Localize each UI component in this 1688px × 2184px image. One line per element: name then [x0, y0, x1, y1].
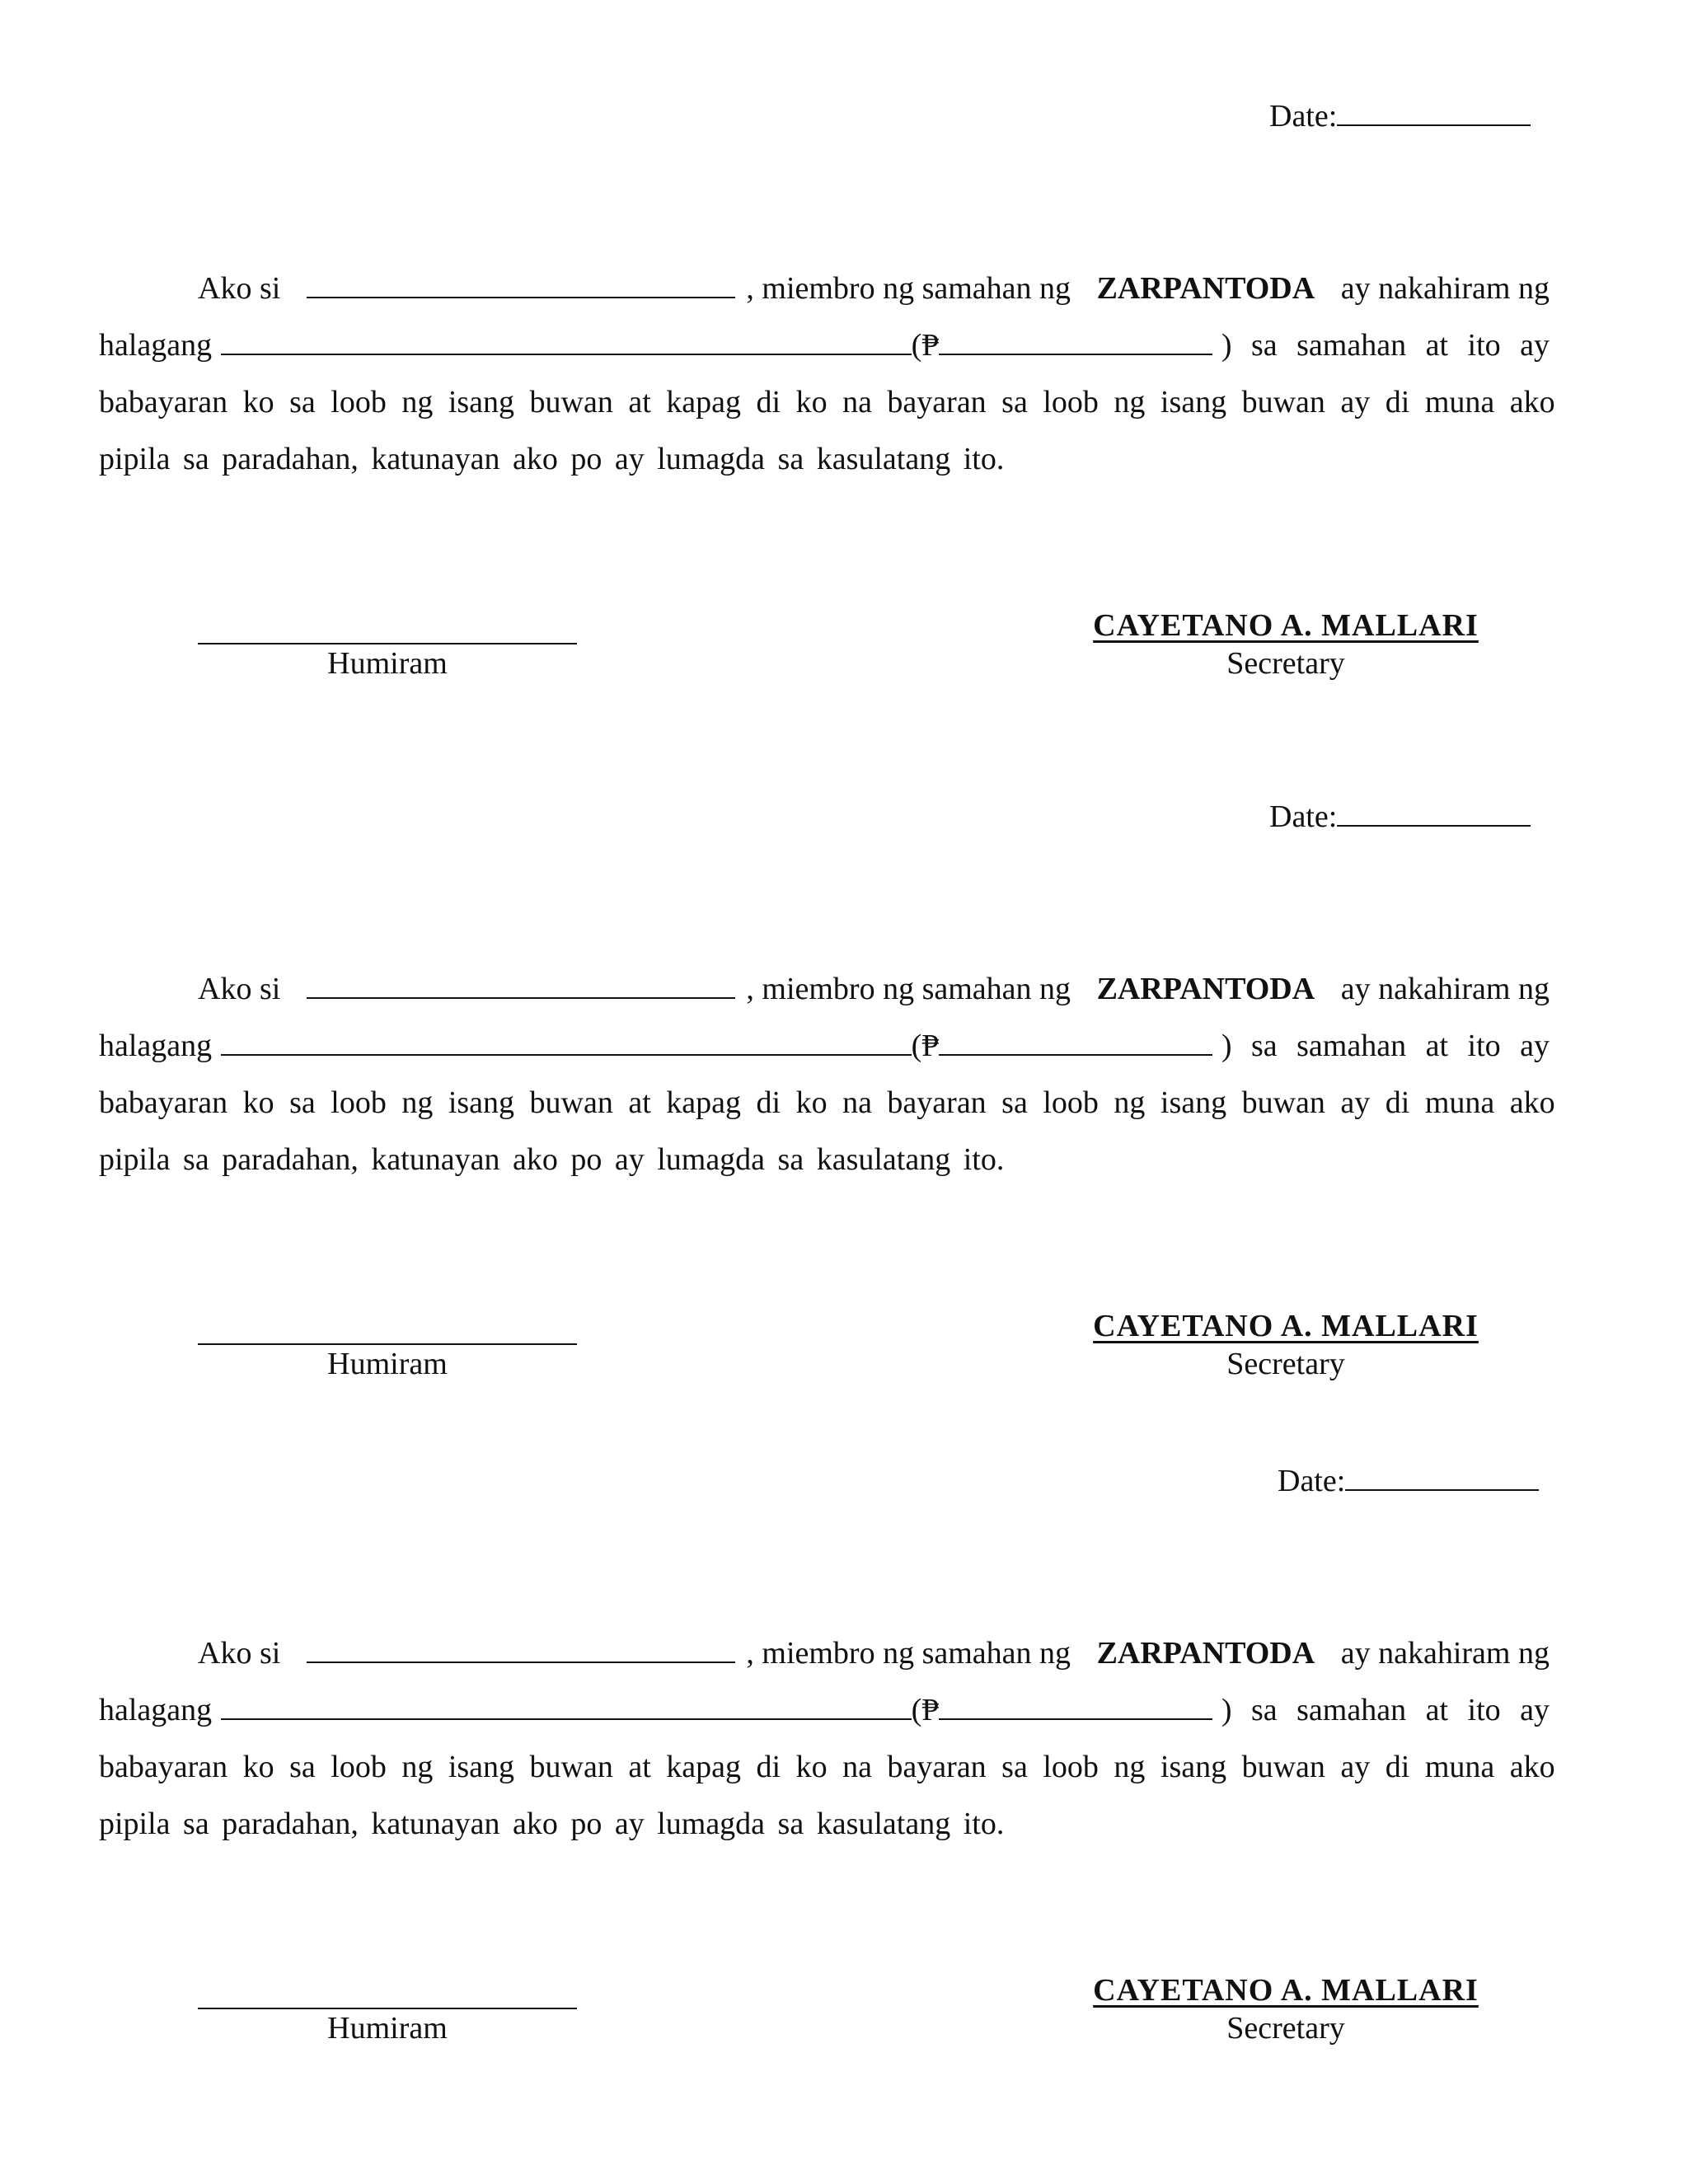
borrower-signature-line[interactable]	[198, 613, 577, 644]
sa-samahan-text: ) sa samahan at ito ay	[1221, 1029, 1550, 1063]
member-name-blank[interactable]	[307, 1633, 735, 1663]
statement-line-4-text: pipila sa paradahan, katunayan ako po ay lumagda sa kasulatang ito.	[99, 442, 1005, 476]
statement-line-3	[99, 374, 1555, 431]
statement-line-4-text: pipila sa paradahan, katunayan ako po ay lumagda sa kasulatang ito.	[99, 1807, 1005, 1841]
ako-si-text: Ako si	[198, 271, 281, 306]
statement-line-3	[99, 1075, 1555, 1132]
date-field	[1269, 797, 1531, 836]
miembro-text: , miembro ng samahan ng	[746, 972, 1071, 1006]
statement-line-3-text: babayaran ko sa loob ng isang buwan at kapag di ko na bayaran sa loob ng isang buwan ay di muna ako	[99, 1750, 1555, 1784]
statement-line-4	[99, 1796, 1550, 1853]
statement-line-1	[99, 1625, 1550, 1682]
date-label: Date:	[1269, 99, 1338, 134]
peso-open-text: (₱	[911, 328, 940, 363]
statement-line-4	[99, 431, 1550, 488]
loan-voucher-3	[0, 1365, 1688, 2057]
secretary-title: Secretary	[1226, 2011, 1345, 2046]
secretary-title: Secretary	[1226, 646, 1345, 681]
date-blank[interactable]	[1345, 1461, 1539, 1491]
sa-samahan-text: ) sa samahan at ito ay	[1221, 328, 1550, 363]
amount-words-blank[interactable]	[221, 326, 912, 355]
amount-figure-blank[interactable]	[939, 1690, 1212, 1720]
date-blank[interactable]	[1337, 797, 1531, 827]
amount-group	[221, 317, 1213, 374]
secretary-name: CAYETANO A. MALLARI	[1093, 1973, 1479, 2008]
statement-line-2	[99, 1018, 1550, 1075]
peso-open-text: (₱	[911, 1693, 940, 1727]
statement-line-3	[99, 1739, 1555, 1796]
organization-name: ZARPANTODA	[1096, 271, 1315, 306]
loan-voucher-2	[0, 701, 1688, 1393]
statement-line-2	[99, 317, 1550, 374]
amount-words-blank[interactable]	[221, 1690, 912, 1720]
halagang-text: halagang	[99, 1693, 213, 1727]
amount-words-blank[interactable]	[221, 1026, 912, 1056]
statement-line-2	[99, 1682, 1550, 1739]
secretary-signature-block	[1071, 1971, 1500, 2047]
organization-name: ZARPANTODA	[1096, 972, 1315, 1006]
loan-statement	[99, 1625, 1555, 1853]
secretary-name: CAYETANO A. MALLARI	[1093, 1309, 1479, 1343]
nakahiram-text: ay nakahiram ng	[1340, 1636, 1550, 1671]
date-field	[1269, 96, 1531, 135]
loan-voucher-1	[0, 0, 1688, 692]
borrower-signature-line[interactable]	[198, 1314, 577, 1345]
date-label: Date:	[1278, 1464, 1346, 1498]
loan-statement	[99, 260, 1555, 488]
peso-open-text: (₱	[911, 1029, 940, 1063]
secretary-title: Secretary	[1226, 1347, 1345, 1381]
date-blank[interactable]	[1337, 96, 1531, 126]
nakahiram-text: ay nakahiram ng	[1340, 972, 1550, 1006]
halagang-text: halagang	[99, 1029, 213, 1063]
ako-si-text: Ako si	[198, 1636, 281, 1671]
statement-line-1	[99, 961, 1550, 1018]
date-label: Date:	[1269, 799, 1338, 834]
halagang-text: halagang	[99, 328, 213, 363]
statement-line-3-text: babayaran ko sa loob ng isang buwan at kapag di ko na bayaran sa loob ng isang buwan ay di muna ako	[99, 1085, 1555, 1120]
miembro-text: , miembro ng samahan ng	[746, 271, 1071, 306]
amount-figure-blank[interactable]	[939, 326, 1212, 355]
borrower-signature-line[interactable]	[198, 1978, 577, 2009]
sa-samahan-text: ) sa samahan at ito ay	[1221, 1693, 1550, 1727]
statement-line-4-text: pipila sa paradahan, katunayan ako po ay lumagda sa kasulatang ito.	[99, 1142, 1005, 1177]
borrower-label: Humiram	[327, 1347, 448, 1381]
borrower-signature-block	[198, 1978, 577, 2047]
borrower-label: Humiram	[327, 646, 448, 681]
statement-line-3-text: babayaran ko sa loob ng isang buwan at kapag di ko na bayaran sa loob ng isang buwan ay di muna ako	[99, 385, 1555, 419]
member-name-blank[interactable]	[307, 269, 735, 298]
statement-line-1	[99, 260, 1550, 317]
borrower-signature-block	[198, 613, 577, 682]
secretary-name: CAYETANO A. MALLARI	[1093, 608, 1479, 643]
member-name-blank[interactable]	[307, 969, 735, 999]
amount-figure-blank[interactable]	[939, 1026, 1212, 1056]
amount-group	[221, 1018, 1213, 1075]
statement-line-4	[99, 1132, 1550, 1188]
loan-statement	[99, 961, 1555, 1188]
secretary-signature-block	[1071, 607, 1500, 682]
organization-name: ZARPANTODA	[1096, 1636, 1315, 1671]
amount-group	[221, 1682, 1213, 1739]
date-field	[1278, 1461, 1539, 1500]
nakahiram-text: ay nakahiram ng	[1340, 271, 1550, 306]
ako-si-text: Ako si	[198, 972, 281, 1006]
miembro-text: , miembro ng samahan ng	[746, 1636, 1071, 1671]
borrower-label: Humiram	[327, 2011, 448, 2046]
